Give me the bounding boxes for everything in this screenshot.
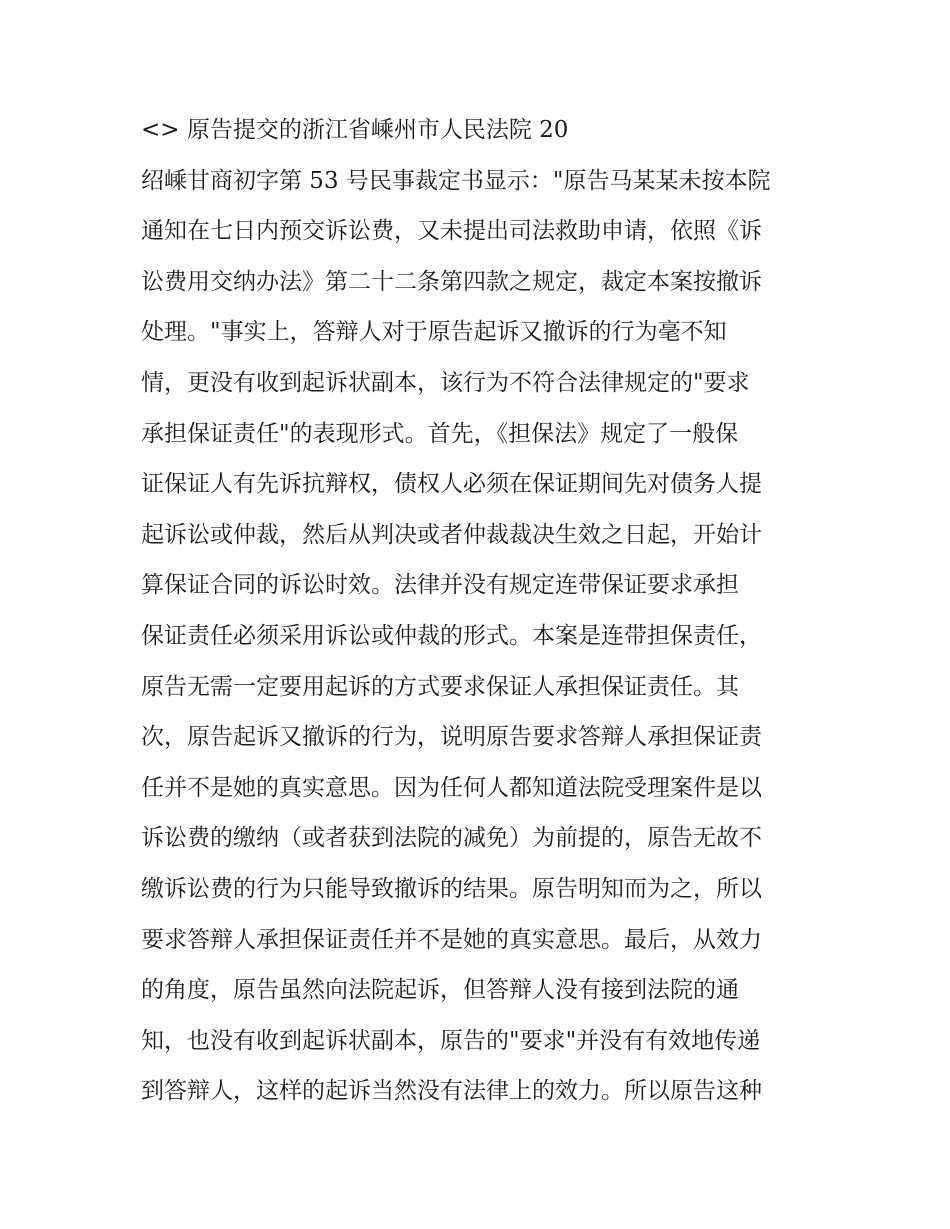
text-line: 情，更没有收到起诉状副本，该行为不符合法律规定的"要求 [141, 369, 750, 396]
text-line: 原告无需一定要用起诉的方式要求保证人承担保证责任。其 [141, 673, 739, 700]
text-line: 知，也没有收到起诉状副本，原告的"要求"并没有有效地传递 [141, 1027, 761, 1054]
text-line: 算保证合同的诉讼时效。法律并没有规定连带保证要求承担 [141, 572, 739, 599]
text-line: 讼费用交纳办法》第二十二条第四款之规定，裁定本案按撤诉 [141, 268, 762, 295]
text-line: 次，原告起诉又撤诉的行为，说明原告要求答辩人承担保证责 [141, 724, 762, 751]
text-line: <> 原告提交的浙江省嵊州市人民法院 20 [141, 117, 569, 143]
text-line: 任并不是她的真实意思。因为任何人都知道法院受理案件是以 [141, 774, 762, 801]
text-line: 要求答辩人承担保证责任并不是她的真实意思。最后，从效力 [141, 926, 762, 953]
text-line: 到答辩人，这样的起诉当然没有法律上的效力。所以原告这种 [141, 1078, 762, 1105]
text-line: 诉讼费的缴纳（或者获到法院的减免）为前提的，原告无故不 [141, 825, 762, 852]
document-body [141, 110, 821, 1122]
text-line: 缴诉讼费的行为只能导致撤诉的结果。原告明知而为之，所以 [141, 875, 762, 902]
text-line: 保证责任必须采用诉讼或仲裁的形式。本案是连带担保责任， [141, 622, 762, 649]
text-line: 的角度，原告虽然向法院起诉，但答辩人没有接到法院的通 [141, 977, 739, 1004]
text-line: 起诉讼或仲裁，然后从判决或者仲裁裁决生效之日起，开始计 [141, 521, 762, 548]
text-line: 处理。"事实上，答辩人对于原告起诉又撤诉的行为毫不知 [141, 319, 727, 346]
text-line: 承担保证责任"的表现形式。首先，《担保法》规定了一般保 [141, 420, 739, 447]
text-line: 通知在七日内预交诉讼费，又未提出司法救助申请，依照《诉 [141, 218, 762, 245]
text-line: 绍嵊甘商初字第 53 号民事裁定书显示："原告马某某未按本院 [141, 167, 771, 194]
text-line: 证保证人有先诉抗辩权，债权人必须在保证期间先对债务人提 [141, 471, 762, 498]
